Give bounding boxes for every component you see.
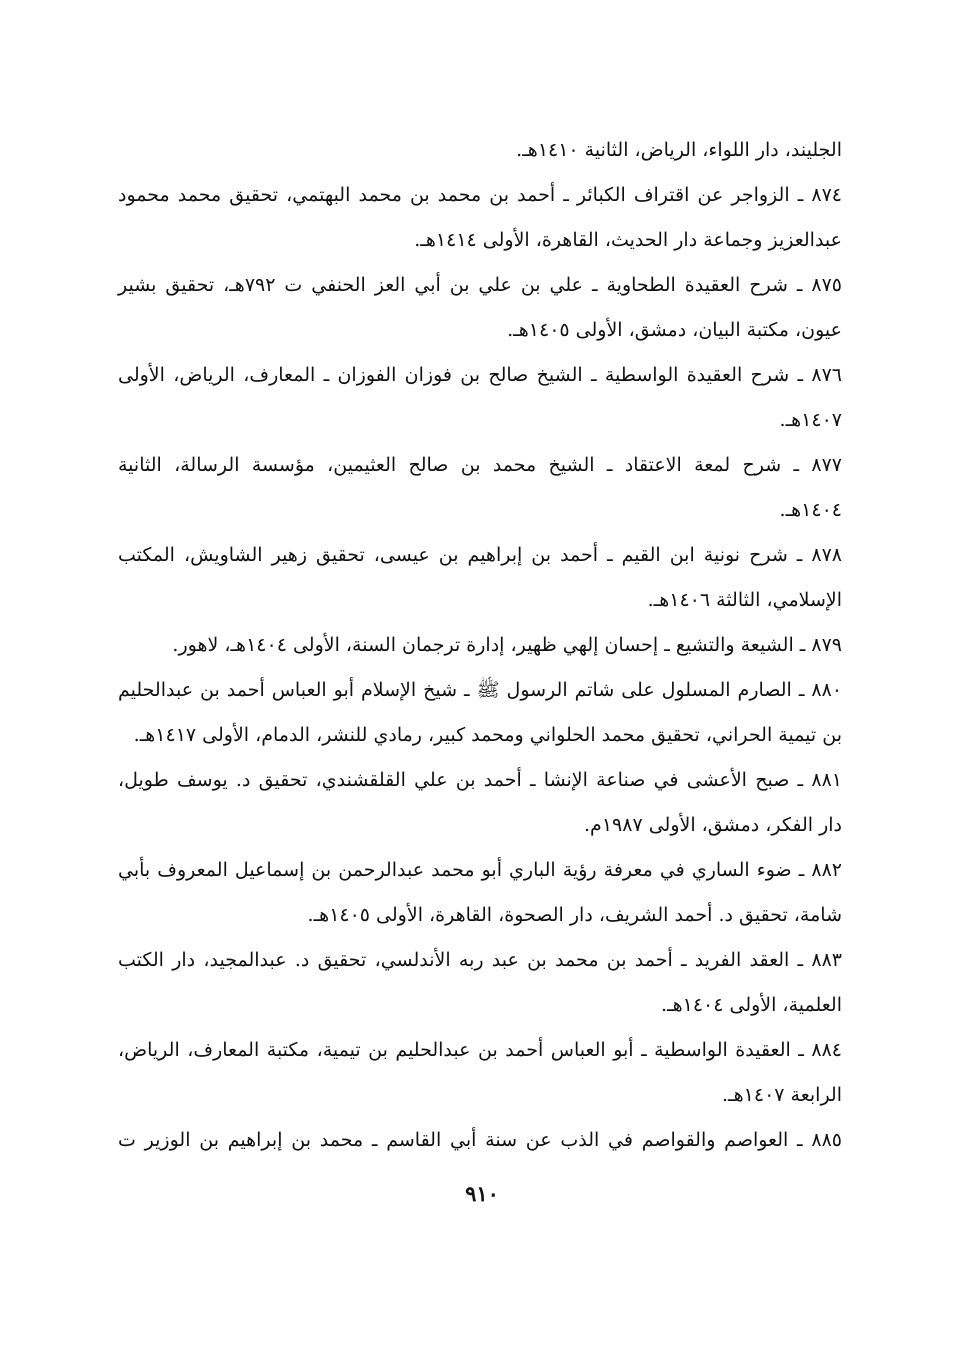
entry-880-line-1: ٨٨٠ ـ الصارم المسلول على شاتم الرسول ﷺ ـ شيخ الإسلام أبو العباس أحمد بن عبدالحليم [118,679,842,701]
entry-876-line-2: ١٤٠٧هـ. [779,409,842,431]
text-line-1: الجليند، دار اللواء، الرياض، الثانية ١٤١٠هـ. [516,139,842,161]
entry-874-line-1: ٨٧٤ ـ الزواجر عن اقتراف الكبائر ـ أحمد بن محمد بن محمد البهتمي، تحقيق محمد محمود [118,184,842,206]
entry-874-line-2: عبدالعزيز وجماعة دار الحديث، القاهرة، الأولى ١٤١٤هـ. [414,229,842,251]
page-number: ٩١٠ [465,1181,499,1206]
entry-882-line-2: شامة، تحقيق د. أحمد الشريف، دار الصحوة، القاهرة، الأولى ١٤٠٥هـ. [307,904,842,926]
entry-881-line-2: دار الفكر، دمشق، الأولى ١٩٨٧م. [584,814,842,836]
entry-878-line-1: ٨٧٨ ـ شرح نونية ابن القيم ـ أحمد بن إبراهيم بن عيسى، تحقيق زهير الشاويش، المكتب [118,544,842,566]
entry-884-line-2: الرابعة ١٤٠٧هـ. [722,1084,842,1106]
entry-880-line-2: بن تيمية الحراني، تحقيق محمد الحلواني ومحمد كبير، رمادي للنشر، الدمام، الأولى ١٤١٧هـ. [133,724,842,746]
entry-877-line-1: ٨٧٧ ـ شرح لمعة الاعتقاد ـ الشيخ محمد بن صالح العثيمين، مؤسسة الرسالة، الثانية [118,454,843,476]
entry-876-line-1: ٨٧٦ ـ شرح العقيدة الواسطية ـ الشيخ صالح بن فوزان الفوزان ـ المعارف، الرياض، الأولى [118,364,842,386]
entry-877-line-2: ١٤٠٤هـ. [779,499,842,521]
entry-875-line-1: ٨٧٥ ـ شرح العقيدة الطحاوية ـ علي بن علي بن أبي العز الحنفي ت ٧٩٢هـ، تحقيق بشير [118,274,843,296]
bibliography-page [118,128,842,1163]
entry-882-line-1: ٨٨٢ ـ ضوء الساري في معرفة رؤية الباري أبو محمد عبدالرحمن بن إسماعيل المعروف بأبي [118,859,842,881]
entry-883-line-2: العلمية، الأولى ١٤٠٤هـ. [660,994,842,1016]
entry-885-line-1: ٨٨٥ ـ العواصم والقواصم في الذب عن سنة أبي القاسم ـ محمد بن إبراهيم بن الوزير ت [118,1129,842,1151]
entry-883-line-1: ٨٨٣ ـ العقد الفريد ـ أحمد بن محمد بن عبد ربه الأندلسي، تحقيق د. عبدالمجيد، دار الكتب [118,949,842,971]
entry-878-line-2: الإسلامي، الثالثة ١٤٠٦هـ. [647,589,842,611]
entry-884-line-1: ٨٨٤ ـ العقيدة الواسطية ـ أبو العباس أحمد بن عبدالحليم بن تيمية، مكتبة المعارف، الرياض، [118,1039,842,1061]
entry-879-line-1: ٨٧٩ ـ الشيعة والتشيع ـ إحسان إلهي ظهير، إدارة ترجمان السنة، الأولى ١٤٠٤هـ، لاهور. [172,634,842,656]
entry-875-line-2: عيون، مكتبة البيان، دمشق، الأولى ١٤٠٥هـ. [507,319,842,341]
entry-881-line-1: ٨٨١ ـ صبح الأعشى في صناعة الإنشا ـ أحمد بن علي القلقشندي، تحقيق د. يوسف طويل، [118,769,842,791]
